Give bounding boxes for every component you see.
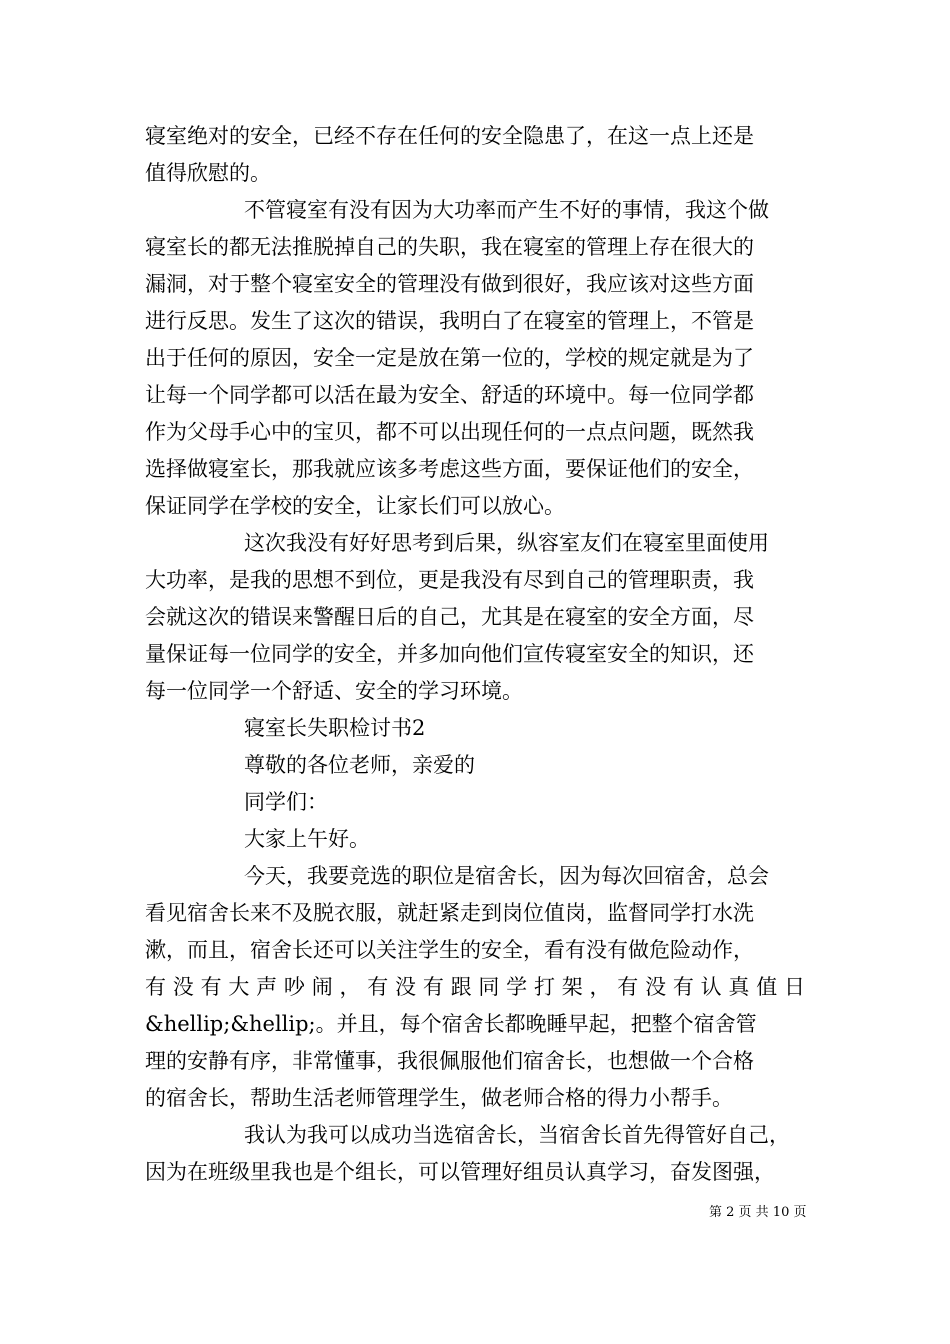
text-line: 寝室绝对的安全，已经不存在任何的安全隐患了，在这一点上还是 [145, 124, 754, 148]
text-line: 的宿舍长，帮助生活老师管理学生，做老师合格的得力小帮手。 [145, 1086, 733, 1110]
text-line: &hellip;&hellip;。并且，每个宿舍长都晚睡早起，把整个宿舍管 [145, 1012, 757, 1036]
text-line: 每一位同学一个舒适、安全的学习环境。 [145, 679, 523, 703]
text-line: 漱，而且，宿舍长还可以关注学生的安全，看有没有做危险动作， [145, 938, 754, 962]
text-line: 量保证每一位同学的安全，并多加向他们宣传寝室安全的知识，还 [145, 642, 754, 666]
text-line: 寝室长失职检讨书2 [244, 716, 426, 740]
text-line: 今天，我要竞选的职位是宿舍长，因为每次回宿舍，总会 [244, 864, 769, 888]
text-line: 尊敬的各位老师，亲爱的 [244, 753, 475, 777]
page-footer: 第 2 页 共 10 页 [709, 1205, 807, 1220]
text-line: 这次我没有好好思考到后果，纵容室友们在寝室里面使用 [244, 531, 769, 555]
text-line: 我认为我可以成功当选宿舍长，当宿舍长首先得管好自己， [244, 1123, 790, 1147]
text-line: 大家上午好。 [244, 827, 370, 851]
text-line: 看见宿舍长来不及脱衣服，就赶紧走到岗位值岗，监督同学打水洗 [145, 901, 754, 925]
text-line: 同学们： [244, 790, 328, 814]
text-line: 漏洞，对于整个寝室安全的管理没有做到很好，我应该对这些方面 [145, 272, 754, 296]
text-line: 让每一个同学都可以活在最为安全、舒适的环境中。每一位同学都 [145, 383, 754, 407]
text-line: 出于任何的原因，安全一定是放在第一位的，学校的规定就是为了 [145, 346, 754, 370]
text-line: 大功率，是我的思想不到位，更是我没有尽到自己的管理职责，我 [145, 568, 754, 592]
document-body [145, 118, 805, 1191]
text-line: 选择做寝室长，那我就应该多考虑这些方面，要保证他们的安全， [145, 457, 754, 481]
text-line: 不管寝室有没有因为大功率而产生不好的事情，我这个做 [244, 198, 769, 222]
text-line: 会就这次的错误来警醒日后的自己，尤其是在寝室的安全方面，尽 [145, 605, 754, 629]
text-line: 保证同学在学校的安全，让家长们可以放心。 [145, 494, 565, 518]
text-line: 进行反思。发生了这次的错误，我明白了在寝室的管理上，不管是 [145, 309, 754, 333]
text-line: 因为在班级里我也是个组长，可以管理好组员认真学习，奋发图强， [145, 1160, 775, 1184]
text-line: 理的安静有序，非常懂事，我很佩服他们宿舍长，也想做一个合格 [145, 1049, 754, 1073]
text-line: 作为父母手心中的宝贝，都不可以出现任何的一点点问题，既然我 [145, 420, 754, 444]
text-line: 有 没 有 大 声 吵 闹 ， 有 没 有 跟 同 学 打 架 ， 有 没 有 认 真 值 日 [145, 975, 805, 999]
text-line: 值得欣慰的。 [145, 161, 271, 185]
text-line: 寝室长的都无法推脱掉自己的失职，我在寝室的管理上存在很大的 [145, 235, 754, 259]
